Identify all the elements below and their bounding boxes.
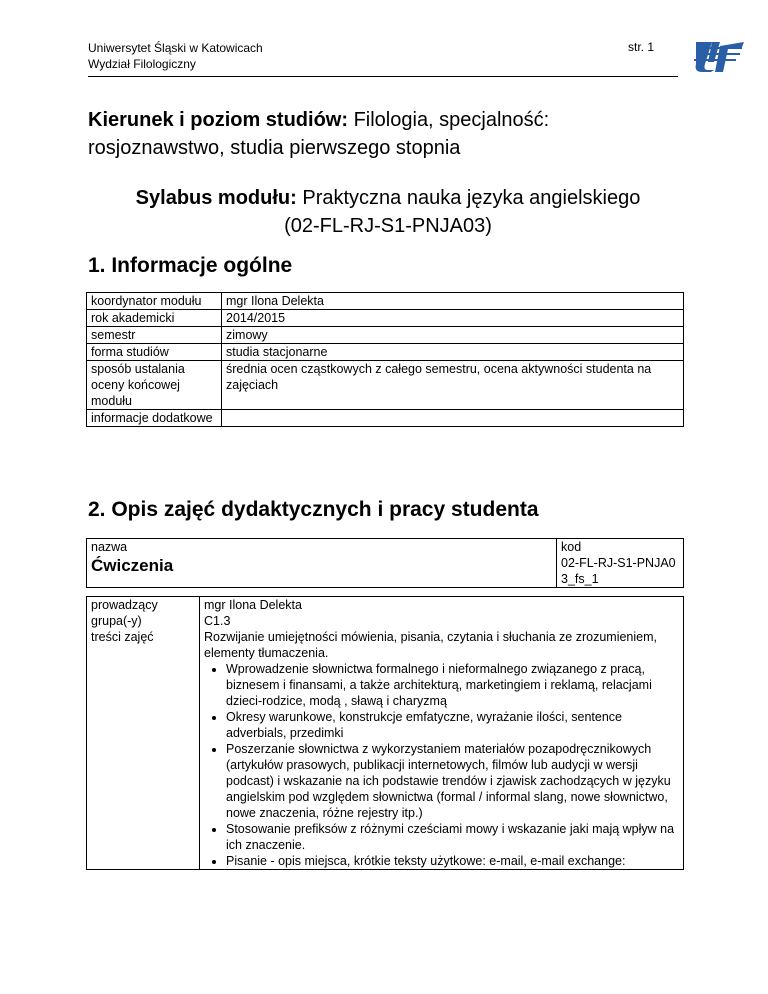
info-key: semestr: [87, 327, 222, 344]
list-item: • Wprowadzenie słownictwa formalnego i nieformalnego związanego z pracą, biznesem i finansami, a także architekturą, marketingiem i reklamą, relacjami dzieci-rodzice, modą , sławą i charyzmą: [226, 661, 679, 709]
info-value: studia stacjonarne: [222, 344, 684, 361]
details-values: [200, 597, 684, 870]
info-key: forma studiów: [87, 344, 222, 361]
faculty-name: Wydział Filologiczny: [88, 57, 196, 71]
table-row: [87, 344, 684, 361]
info-value: zimowy: [222, 327, 684, 344]
table-row: [87, 293, 684, 310]
kierunek-label: Kierunek i poziom studiów:: [88, 109, 349, 131]
kod-value: 02-FL-RJ-S1-PNJA03_fs_1: [561, 556, 676, 586]
table-row: [87, 327, 684, 344]
prowadzacy-value: mgr Ilona Delekta: [204, 598, 302, 612]
kod-cell: [557, 539, 684, 588]
sylabus-title: [88, 184, 688, 240]
university-logo-icon: [690, 38, 746, 74]
list-item: • Okresy warunkowe, konstrukcje emfatyczne, wyrażanie ilości, sentence adverbials, przedimki: [226, 709, 679, 741]
info-value: mgr Ilona Delekta: [222, 293, 684, 310]
nazwa-label: nazwa: [91, 540, 128, 554]
info-value: [222, 410, 684, 427]
grupa-value: C1.3: [204, 614, 231, 628]
page-number: str. 1: [628, 40, 655, 54]
table-row: [87, 361, 684, 410]
section-2-heading: 2. Opis zajęć dydaktycznych i pracy studenta: [88, 498, 539, 521]
grupa-label: grupa(-y): [91, 614, 142, 628]
course-details-table: [86, 596, 684, 870]
info-value: 2014/2015: [222, 310, 684, 327]
list-item: • Pisanie - opis miejsca, krótkie teksty użytkowe: e-mail, e-mail exchange:: [226, 853, 679, 869]
kierunek-title: [88, 106, 688, 162]
list-item: • Stosowanie prefiksów z różnymi cześciami mowy i wskazanie jaki mają wpływ na ich znaczenie.: [226, 821, 679, 853]
kierunek-value: Filologia, specjalność: rosjoznawstwo, studia pierwszego stopnia: [88, 109, 550, 159]
table-row: [87, 410, 684, 427]
tresci-label: treści zajęć: [91, 630, 154, 644]
nazwa-value: Ćwiczenia: [91, 556, 174, 575]
info-value: średnia ocen cząstkowych z całego semestru, ocena aktywności studenta na zajęciach: [222, 361, 684, 410]
sylabus-value: Praktyczna nauka języka angielskiego: [302, 187, 641, 209]
general-info-table: [86, 292, 684, 427]
sylabus-label: Sylabus modułu:: [135, 187, 297, 209]
details-labels: [87, 597, 200, 870]
info-key: sposób ustalania oceny końcowej modułu: [87, 361, 222, 410]
list-item: • Poszerzanie słownictwa z wykorzystaniem materiałów pozapodręcznikowych (artykułów prasowych, publikacji internetowych, filmów lub audycji w wersji podcast) i wskazanie na ich podstawie trendów i zjawisk zachodzących w języku angielskim pod względem słownictwa (formal / informal slang, nowe słownictwo, nowe znaczenia, różne rejestry itp.): [226, 741, 679, 821]
info-key: rok akademicki: [87, 310, 222, 327]
table-row: [87, 310, 684, 327]
tresci-list: [204, 661, 679, 869]
kod-label: kod: [561, 540, 582, 554]
university-name: Uniwersytet Śląski w Katowicach: [88, 41, 263, 55]
sylabus-code: (02-FL-RJ-S1-PNJA03): [284, 215, 492, 237]
info-key: koordynator modułu: [87, 293, 222, 310]
section-1-heading: 1. Informacje ogólne: [88, 254, 293, 277]
page-header: [88, 40, 263, 72]
prowadzacy-label: prowadzący: [91, 598, 158, 612]
info-key: informacje dodatkowe: [87, 410, 222, 427]
tresci-intro: Rozwijanie umiejętności mówienia, pisania, czytania i słuchania ze zrozumieniem, elementy tłumaczenia.: [204, 630, 657, 660]
course-header-table: [86, 538, 684, 588]
nazwa-cell: [87, 539, 557, 588]
header-divider: [88, 76, 678, 77]
